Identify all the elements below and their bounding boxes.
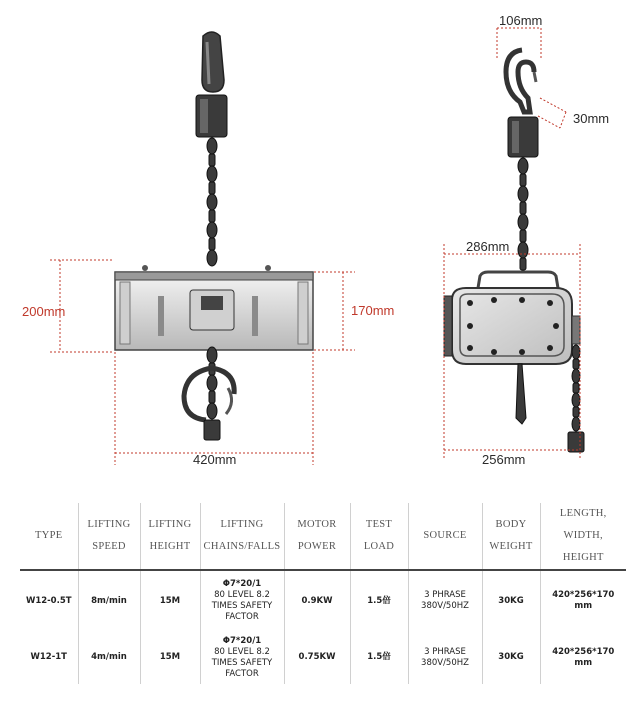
side-lower-chain — [572, 345, 580, 431]
spec-table-header-row — [20, 503, 626, 570]
side-chain-weight — [568, 432, 584, 452]
dim-label-body-length: 286mm — [466, 239, 510, 254]
cell-speed: 4m/min — [78, 631, 140, 684]
side-bottom-hook — [516, 364, 526, 424]
front-upper-chain — [207, 138, 217, 266]
cell-height: 15M — [140, 570, 200, 631]
side-top-hook — [506, 50, 534, 112]
cell-weight: 30KG — [482, 570, 540, 631]
cell-chains: Φ7*20/1 80 LEVEL 8.2 TIMES SAFETY FACTOR — [200, 570, 284, 631]
cell-power: 0.9KW — [284, 570, 350, 631]
side-upper-chain — [518, 158, 528, 270]
dim-label-body-height: 170mm — [351, 303, 395, 318]
dim-label-side-depth: 256mm — [482, 452, 526, 467]
dim-label-hook-depth: 30mm — [573, 111, 610, 126]
dim-label-front-width: 420mm — [193, 452, 237, 467]
cell-test-load: 1.5倍 — [350, 631, 408, 684]
front-view — [50, 32, 355, 465]
header-test-load: TEST LOAD — [350, 503, 408, 570]
cell-speed: 8m/min — [78, 570, 140, 631]
header-lifting-speed: LIFTING SPEED — [78, 503, 140, 570]
cell-type: W12-1T — [30, 652, 67, 662]
cell-source: 3 PHRASE 380V/50HZ — [408, 631, 482, 684]
spec-table — [20, 503, 626, 684]
header-source: SOURCE — [408, 503, 482, 570]
cell-weight: 30KG — [482, 631, 540, 684]
cell-size: 420*256*170 mm — [540, 570, 626, 631]
table-row — [20, 570, 626, 631]
header-motor-power: MOTOR POWER — [284, 503, 350, 570]
cell-chains: Φ7*20/1 80 LEVEL 8.2 TIMES SAFETY FACTOR — [200, 631, 284, 684]
header-lifting-chains: LIFTING CHAINS/FALLS — [200, 503, 284, 570]
front-top-hook — [202, 32, 224, 92]
header-lifting-height: LIFTING HEIGHT — [140, 503, 200, 570]
cell-power: 0.75KW — [284, 631, 350, 684]
header-dimensions: LENGTH, WIDTH, HEIGHT — [540, 503, 626, 570]
table-row — [20, 631, 626, 684]
cell-test-load: 1.5倍 — [350, 570, 408, 631]
front-chain-weight — [204, 420, 220, 440]
dim-label-side-width: 106mm — [499, 13, 543, 28]
header-type: TYPE — [20, 503, 78, 570]
side-view — [444, 28, 584, 460]
header-body-weight: BODY WEIGHT — [482, 503, 540, 570]
cell-type: W12-0.5T — [25, 595, 72, 606]
dim-label-front-height: 200mm — [22, 304, 66, 319]
cell-size: 420*256*170 mm — [540, 631, 626, 684]
cell-height: 15M — [140, 631, 200, 684]
front-lower-chain — [207, 347, 217, 419]
cell-source: 3 PHRASE 380V/50HZ — [408, 570, 482, 631]
